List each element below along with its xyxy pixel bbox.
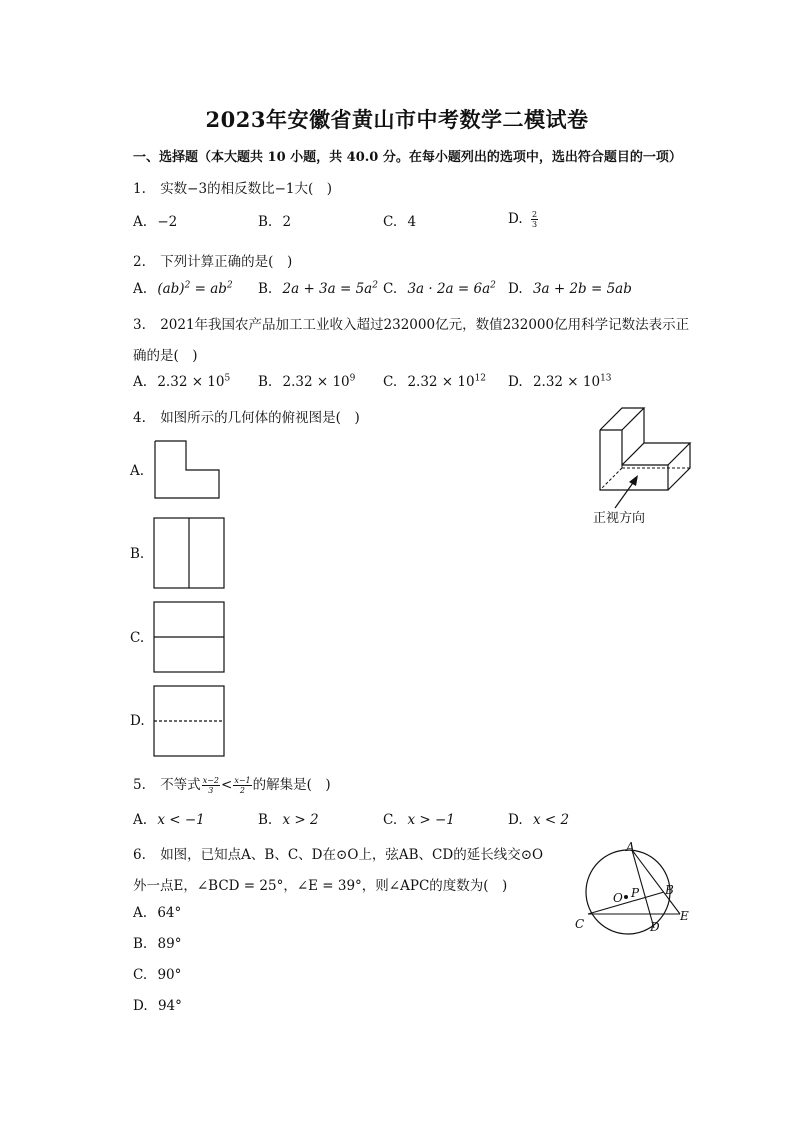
option-value: 94°: [157, 998, 182, 1014]
option-value: $2.32 \times 10^9$: [282, 373, 356, 390]
option-value: 90°: [157, 967, 182, 983]
option-b[interactable]: [258, 374, 355, 390]
option-label: C.: [383, 812, 398, 828]
option-value: 89°: [157, 936, 182, 952]
question-number: 4.: [133, 410, 146, 426]
question-6: [133, 843, 543, 863]
option-a[interactable]: [133, 905, 181, 921]
option-value: 64°: [157, 905, 182, 921]
question-stem-continued: 外一点E，∠BCD = 25°，∠E = 39°，则∠APC的度数为( ): [133, 878, 508, 894]
option-d[interactable]: [508, 210, 539, 229]
option-label: C.: [383, 281, 398, 297]
figure-caption: 正视方向: [593, 511, 646, 526]
option-c[interactable]: [383, 374, 486, 390]
option-label: C.: [383, 214, 398, 230]
point-label-e: E: [680, 909, 689, 923]
option-d-figure[interactable]: [153, 685, 227, 759]
fraction-right: $\frac{x-1}{2}$: [234, 776, 251, 795]
question-3: [133, 313, 689, 333]
option-d[interactable]: [508, 812, 569, 828]
circle-geometry-diagram: [570, 838, 700, 938]
option-c-label[interactable]: C.: [130, 630, 145, 646]
option-b[interactable]: [133, 936, 181, 952]
question-number: 5.: [133, 777, 146, 793]
option-label: B.: [258, 812, 273, 828]
point-label-d: D: [650, 920, 660, 934]
option-value: 4: [407, 214, 417, 230]
option-c[interactable]: [383, 214, 416, 230]
option-a[interactable]: [133, 812, 205, 828]
point-label-a: A: [626, 840, 635, 854]
option-value: 3a + 2b = 5ab: [532, 281, 632, 297]
option-a-label[interactable]: A.: [130, 463, 145, 479]
point-label-c: C: [575, 917, 585, 931]
point-label-b: B: [665, 883, 674, 897]
option-b-label[interactable]: B.: [130, 546, 145, 562]
question-stem: 不等式: [160, 777, 201, 793]
option-label: D.: [508, 211, 523, 227]
fraction-denominator: 3: [531, 220, 538, 229]
point-label-p: P: [631, 886, 640, 900]
fraction-left: $\frac{x-2}{3}$: [202, 776, 219, 795]
question-4: [133, 406, 360, 426]
option-label: A.: [133, 214, 148, 230]
option-value: x < −1: [157, 812, 205, 828]
option-c[interactable]: [383, 281, 496, 297]
less-than-sign: <: [221, 777, 233, 793]
option-a[interactable]: [133, 214, 177, 230]
option-value: $2.32 \times 10^{12}$: [407, 373, 487, 390]
question-stem: 2021年我国农产品加工工业收入超过232000亿元，数值232000亿用科学记数法表示正: [160, 317, 690, 333]
fraction: [531, 210, 538, 229]
option-value: x > −1: [407, 812, 455, 828]
option-label: D.: [508, 281, 523, 297]
question-2: [133, 250, 292, 270]
question-stem: 如图，已知点A、B、C、D在⊙O上，弦AB、CD的延长线交⊙O: [160, 847, 544, 863]
option-value: $(ab)^2 = ab^2$: [157, 280, 233, 297]
option-label: D.: [133, 998, 148, 1014]
question-stem-continued: 确的是( ): [133, 348, 198, 364]
question-stem: 如图所示的几何体的俯视图是( ): [160, 410, 360, 426]
option-d[interactable]: [508, 281, 632, 297]
question-number: 2.: [133, 254, 146, 270]
question-5: [133, 773, 331, 795]
option-b-figure[interactable]: [153, 517, 227, 591]
option-label: C.: [383, 374, 398, 390]
option-d[interactable]: [133, 998, 182, 1014]
question-number: 6.: [133, 847, 146, 863]
option-label: B.: [258, 281, 273, 297]
option-label: C.: [133, 967, 148, 983]
option-value: $2.32 \times 10^{13}$: [532, 373, 612, 390]
option-value: −2: [157, 214, 178, 230]
fraction-numerator: 2: [531, 210, 538, 219]
option-value: $2.32 \times 10^5$: [157, 373, 231, 390]
option-a[interactable]: [133, 281, 233, 297]
option-d-label[interactable]: D.: [130, 713, 145, 729]
option-b[interactable]: [258, 281, 378, 297]
option-value: x > 2: [282, 812, 319, 828]
option-c[interactable]: [383, 812, 455, 828]
option-label: A.: [133, 281, 148, 297]
option-value: 2: [282, 214, 292, 230]
option-d[interactable]: [508, 374, 612, 390]
option-b[interactable]: [258, 214, 291, 230]
option-label: B.: [258, 214, 273, 230]
question-stem: 下列计算正确的是( ): [160, 254, 293, 270]
option-a-figure[interactable]: [153, 439, 223, 501]
question-stem: 实数−3的相反数比−1大( ): [160, 181, 333, 197]
option-label: A.: [133, 374, 148, 390]
solid-figure-diagram: [585, 398, 705, 533]
question-number: 1.: [133, 181, 146, 197]
option-b[interactable]: [258, 812, 319, 828]
option-c-figure[interactable]: [153, 601, 227, 675]
option-label: D.: [508, 812, 523, 828]
point-label-o: O: [613, 891, 623, 905]
exam-title: 2023年安徽省黄山市中考数学二模试卷: [205, 107, 589, 132]
option-value: $3a \cdot 2a = 6a^2$: [407, 280, 496, 297]
option-label: A.: [133, 812, 148, 828]
option-c[interactable]: [133, 967, 181, 983]
section-heading: 一、选择题（本大题共 10 小题，共 40.0 分。在每小题列出的选项中，选出符合题目的一项）: [133, 150, 682, 165]
option-label: A.: [133, 905, 148, 921]
option-value: x < 2: [532, 812, 570, 828]
question-stem-suffix: 的解集是( ): [252, 777, 331, 793]
option-label: B.: [258, 374, 273, 390]
option-value: $2a + 3a = 5a^2$: [282, 280, 378, 297]
question-number: 3.: [133, 317, 146, 333]
question-1: [133, 177, 332, 197]
option-label: B.: [133, 936, 148, 952]
option-a[interactable]: [133, 374, 230, 390]
option-label: D.: [508, 374, 523, 390]
